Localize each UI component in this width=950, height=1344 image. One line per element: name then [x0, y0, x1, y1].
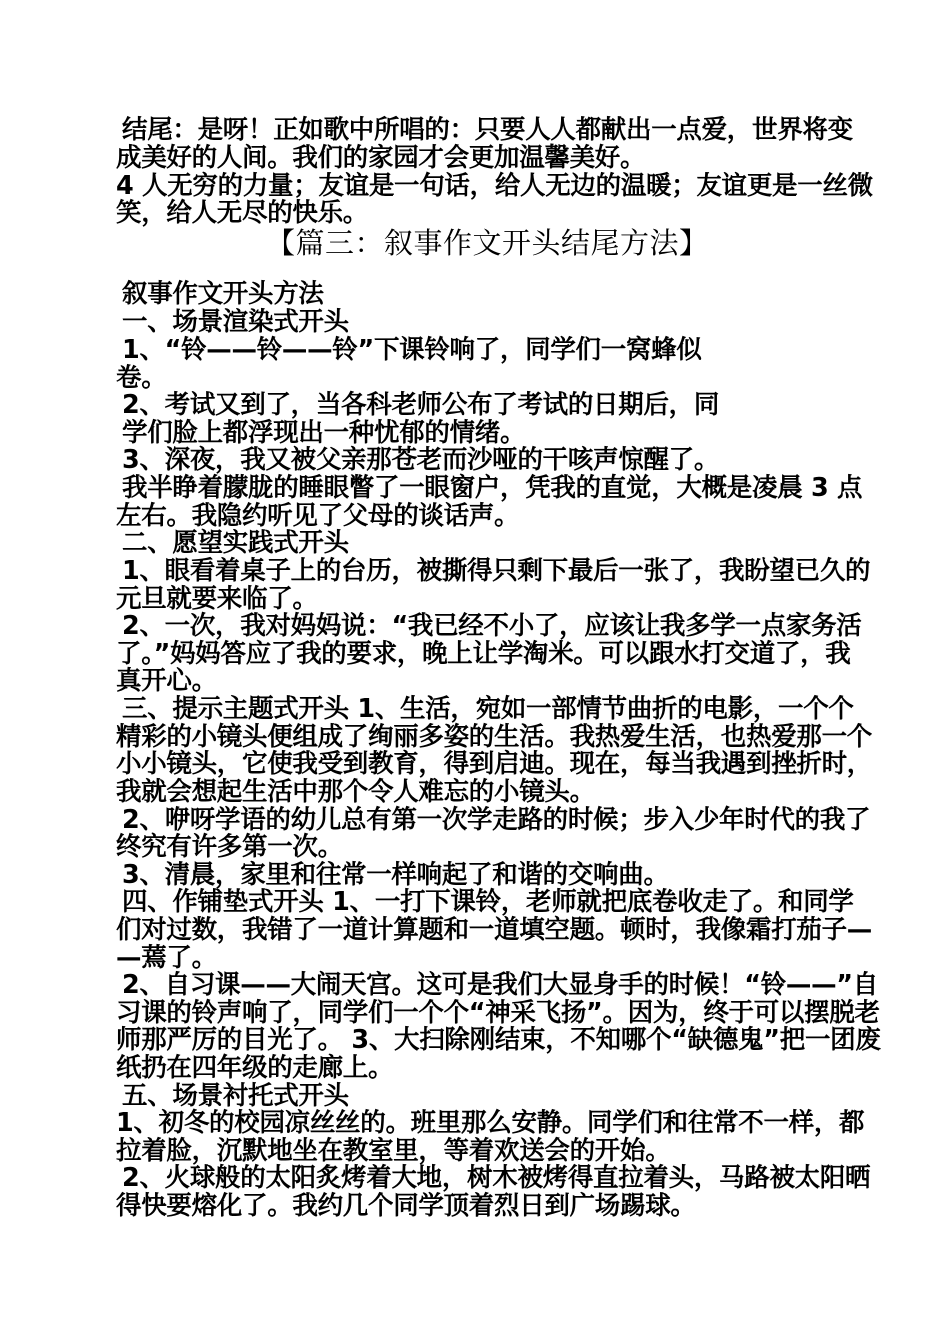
text-line: 2、自习课——大闹天宫。这可是我们大显身手的时候！“铃——”自 — [122, 970, 878, 1000]
text-line: 1、眼看着桌子上的台历，被撕得只剩下最后一张了，我盼望已久的 — [122, 556, 871, 586]
text-line: 2、考试又到了，当各科老师公布了考试的日期后，同 — [122, 390, 720, 420]
subheading: 五、场景衬托式开头 — [122, 1081, 349, 1111]
text-line: 学们脸上都浮现出一种忧郁的情绪。 — [122, 418, 526, 448]
text-line: 2、一次，我对妈妈说：“我已经不小了，应该让我多学一点家务活 — [122, 611, 862, 641]
text-line: 了。”妈妈答应了我的要求，晚上让学淘米。可以跟水打交道了，我 — [116, 639, 851, 669]
text-line: 纸扔在四年级的走廊上。 — [116, 1053, 394, 1083]
text-line: 四、作铺垫式开头 1、一打下课铃，老师就把底卷收走了。和同学 — [122, 887, 854, 917]
text-line: 终究有许多第一次。 — [116, 832, 343, 862]
text-line: 左右。我隐约听见了父母的谈话声。 — [116, 501, 520, 531]
text-line: 真开心。 — [116, 666, 217, 696]
text-line: —蔫了。 — [116, 943, 217, 973]
subheading: 一、场景渲染式开头 — [122, 307, 349, 337]
text-line: 1、初冬的校园凉丝丝的。班里那么安静。同学们和往常不一样，都 — [116, 1108, 865, 1138]
text-line: 元旦就要来临了。 — [116, 584, 318, 614]
text-line: 笑，给人无尽的快乐。 — [116, 198, 369, 228]
text-line: 3、深夜，我又被父亲那苍老而沙哑的干咳声惊醒了。 — [122, 445, 720, 475]
text-line: 们对过数，我错了一道计算题和一道填空题。顿时，我像霜打茄子— — [116, 915, 873, 945]
text-line: 师那严厉的目光了。 3、大扫除刚结束，不知哪个“缺德鬼”把一团废 — [116, 1025, 881, 1055]
subheading: 叙事作文开头方法 — [122, 279, 324, 309]
subheading: 二、愿望实践式开头 — [122, 528, 349, 558]
text-line: 成美好的人间。我们的家园才会更加温馨美好。 — [116, 143, 646, 173]
text-line: 2、火球般的太阳炙烤着大地，树木被烤得直拉着头，马路被太阳晒 — [122, 1163, 871, 1193]
section-heading: 【篇三：叙事作文开头结尾方法】 — [266, 226, 709, 260]
text-line: 4 人无穷的力量；友谊是一句话，给人无边的温暖；友谊更是一丝微 — [116, 171, 873, 201]
text-line: 拉着脸，沉默地坐在教室里，等着欢送会的开始。 — [116, 1136, 671, 1166]
text-line: 三、提示主题式开头 1、生活，宛如一部情节曲折的电影，一个个 — [122, 694, 854, 724]
text-line: 卷。 — [116, 363, 167, 393]
text-line: 我半睁着朦胧的睡眼瞥了一眼窗户，凭我的直觉，大概是凌晨 3 点 — [122, 473, 863, 503]
text-line: 习课的铃声响了，同学们一个个“神采飞扬”。因为，终于可以摆脱老 — [116, 998, 880, 1028]
text-line: 1、“铃——铃——铃”下课铃响了，同学们一窝蜂似 — [122, 335, 702, 365]
text-line: 小小镜头，它使我受到教育，得到启迪。现在，每当我遇到挫折时， — [116, 749, 873, 779]
text-line: 精彩的小镜头便组成了绚丽多姿的生活。我热爱生活，也热爱那一个 — [116, 722, 873, 752]
text-line: 我就会想起生活中那个令人难忘的小镜头。 — [116, 777, 595, 807]
text-line: 3、清晨，家里和往常一样响起了和谐的交响曲。 — [122, 860, 669, 890]
text-line: 结尾：是呀！正如歌中所唱的：只要人人都献出一点爱，世界将变 — [122, 115, 853, 145]
text-line: 2、咿呀学语的幼儿总有第一次学走路的时候；步入少年时代的我了 — [122, 805, 871, 835]
text-line: 得快要熔化了。我约几个同学顶着烈日到广场踢球。 — [116, 1191, 696, 1221]
